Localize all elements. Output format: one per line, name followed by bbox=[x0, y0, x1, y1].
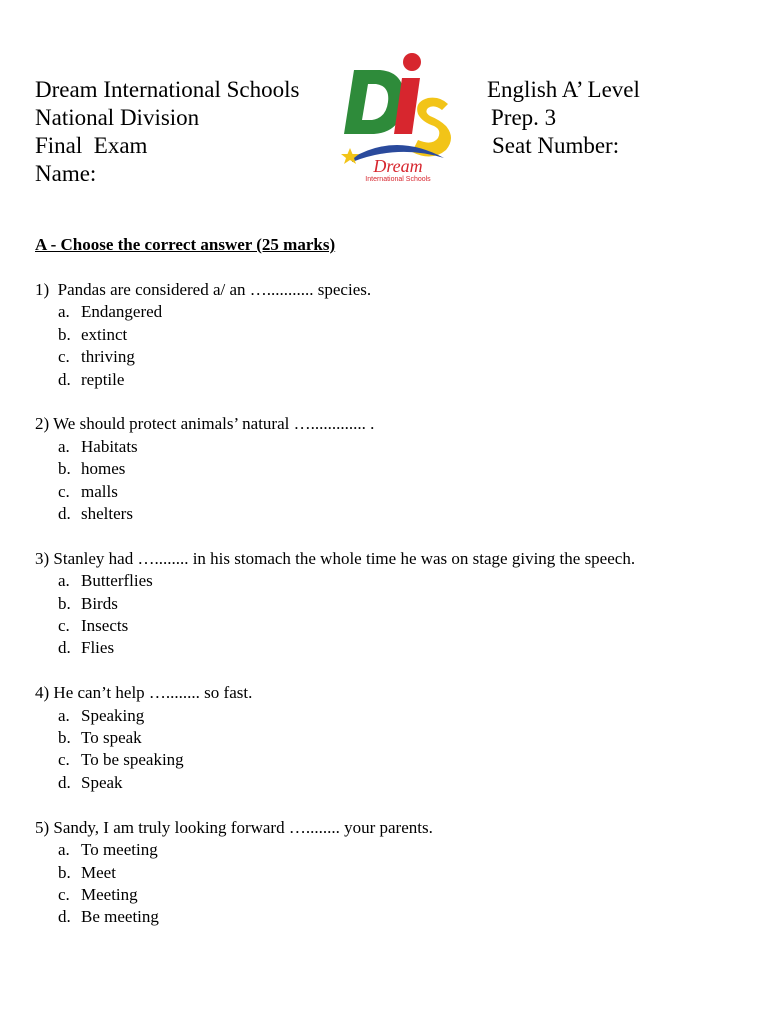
option-letter: b. bbox=[58, 728, 71, 748]
answer-options bbox=[35, 436, 715, 526]
answer-option bbox=[35, 884, 715, 906]
option-text: malls bbox=[81, 481, 118, 501]
option-text: Flies bbox=[81, 638, 115, 658]
option-letter: c. bbox=[58, 750, 70, 770]
option-letter: b. bbox=[58, 459, 71, 479]
answer-option bbox=[35, 705, 715, 727]
answer-option bbox=[35, 637, 715, 659]
option-text: To meeting bbox=[81, 840, 158, 860]
option-text: Be meeting bbox=[81, 907, 159, 927]
exam-title: Final Exam bbox=[35, 133, 148, 158]
answer-option bbox=[35, 346, 715, 368]
option-text: Speaking bbox=[81, 705, 145, 725]
answer-option bbox=[35, 503, 715, 525]
answer-option bbox=[35, 615, 715, 637]
level-label: English A’ Level bbox=[487, 77, 640, 102]
question-text: 2) We should protect animals’ natural …............. . bbox=[35, 414, 375, 434]
school-logo bbox=[340, 48, 452, 184]
option-letter: d. bbox=[58, 369, 71, 389]
logo-star-icon bbox=[341, 148, 359, 164]
logo-icon bbox=[340, 48, 452, 184]
answer-options bbox=[35, 839, 715, 929]
answer-option bbox=[35, 369, 715, 391]
option-text: Habitats bbox=[81, 436, 138, 456]
answer-option bbox=[35, 749, 715, 771]
section-title: A - Choose the correct answer (25 marks) bbox=[35, 235, 336, 254]
answer-option bbox=[35, 772, 715, 794]
answer-option bbox=[35, 436, 715, 458]
option-text: Speak bbox=[81, 772, 123, 792]
answer-option bbox=[35, 593, 715, 615]
logo-dot-i bbox=[403, 53, 421, 71]
division: National Division bbox=[35, 105, 200, 130]
option-letter: d. bbox=[58, 638, 71, 658]
option-text: To be speaking bbox=[81, 750, 184, 770]
option-text: To speak bbox=[81, 728, 142, 748]
option-letter: a. bbox=[58, 571, 70, 591]
answer-option bbox=[35, 727, 715, 749]
question-item bbox=[35, 413, 715, 525]
option-text: Endangered bbox=[81, 302, 163, 322]
option-letter: a. bbox=[58, 705, 70, 725]
logo-letter-d bbox=[344, 70, 404, 134]
answer-option bbox=[35, 906, 715, 928]
question-item bbox=[35, 548, 715, 660]
question-item bbox=[35, 279, 715, 391]
answer-options bbox=[35, 705, 715, 795]
option-text: Insects bbox=[81, 616, 129, 636]
logo-brand-text: Dream bbox=[373, 156, 423, 176]
option-text: thriving bbox=[81, 347, 135, 367]
option-text: homes bbox=[81, 459, 126, 479]
header-left-block bbox=[35, 76, 299, 188]
option-letter: b. bbox=[58, 593, 71, 613]
option-text: shelters bbox=[81, 504, 133, 524]
option-letter: c. bbox=[58, 884, 70, 904]
option-letter: d. bbox=[58, 504, 71, 524]
question-text: 1) Pandas are considered a/ an …........... species. bbox=[35, 280, 372, 299]
option-letter: d. bbox=[58, 772, 71, 792]
question-item bbox=[35, 817, 715, 929]
logo-subtitle-text: International Schools bbox=[365, 176, 431, 183]
question-text: 5) Sandy, I am truly looking forward …........ your parents. bbox=[35, 817, 433, 837]
seat-number-label: Seat Number: bbox=[492, 133, 620, 158]
answer-option bbox=[35, 458, 715, 480]
answer-option bbox=[35, 570, 715, 592]
option-text: reptile bbox=[81, 369, 125, 389]
option-letter: c. bbox=[58, 347, 70, 367]
answer-options bbox=[35, 570, 715, 660]
option-text: extinct bbox=[81, 324, 128, 344]
option-letter: a. bbox=[58, 840, 70, 860]
option-letter: a. bbox=[58, 436, 70, 456]
option-letter: d. bbox=[58, 907, 71, 927]
question-text: 4) He can’t help …........ so fast. bbox=[35, 683, 253, 703]
question-item bbox=[35, 682, 715, 794]
option-text: Birds bbox=[81, 593, 118, 613]
option-text: Meet bbox=[81, 862, 116, 882]
option-letter: a. bbox=[58, 302, 70, 322]
name-label: Name: bbox=[35, 161, 97, 186]
option-text: Butterflies bbox=[81, 571, 153, 591]
option-letter: b. bbox=[58, 324, 71, 344]
option-letter: c. bbox=[58, 616, 70, 636]
answer-option bbox=[35, 839, 715, 861]
question-list bbox=[35, 279, 715, 951]
answer-option bbox=[35, 481, 715, 503]
answer-option bbox=[35, 301, 715, 323]
answer-options bbox=[35, 301, 715, 391]
option-letter: b. bbox=[58, 862, 71, 882]
option-letter: c. bbox=[58, 481, 70, 501]
answer-option bbox=[35, 324, 715, 346]
grade-label: Prep. 3 bbox=[491, 105, 557, 130]
option-text: Meeting bbox=[81, 884, 138, 904]
school-name: Dream International Schools bbox=[35, 77, 300, 102]
answer-option bbox=[35, 862, 715, 884]
question-text: 3) Stanley had …........ in his stomach the whole time he was on stage giving the speech. bbox=[35, 548, 636, 568]
